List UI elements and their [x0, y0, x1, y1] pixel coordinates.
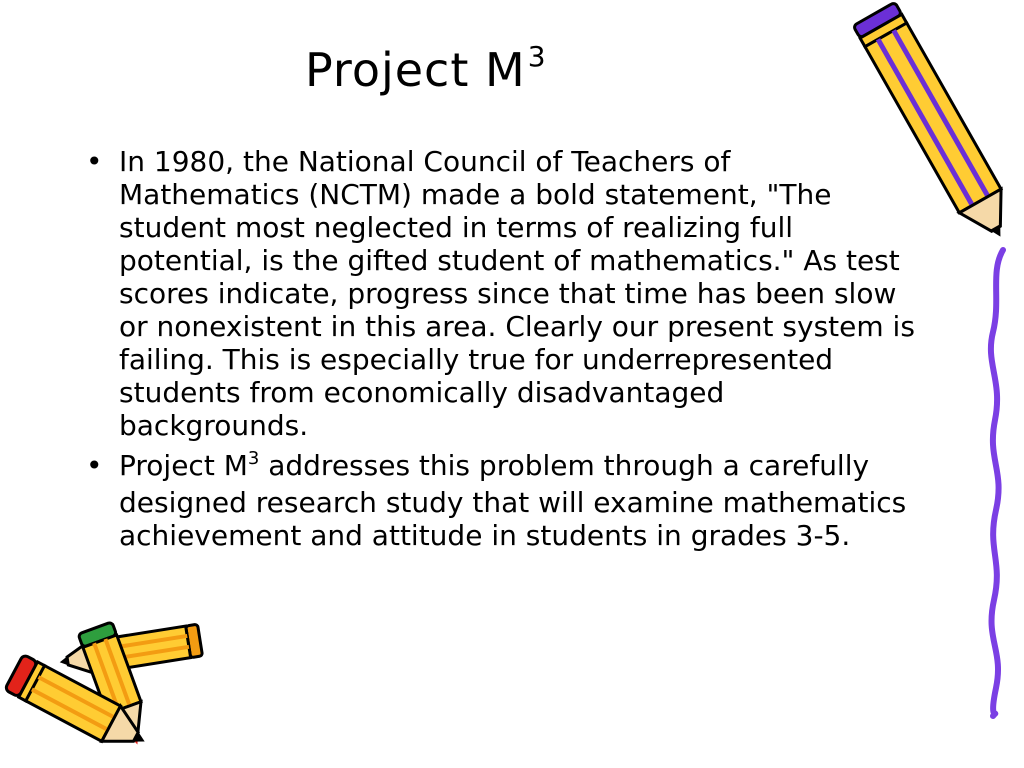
bullet-marker: • [86, 449, 103, 482]
bullet-item [86, 145, 916, 442]
squiggle-line [991, 250, 1003, 716]
bullet-list [86, 145, 916, 552]
bullet-text-superscript: 3 [247, 448, 260, 469]
bullet-marker: • [86, 145, 103, 178]
bullet-text: In 1980, the National Council of Teachers of Mathematics (NCTM) made a bold statement, "The student most neglected in terms of realizing full potential, is the gifted student of mathematics." As test scores indicate, progress since that time has been slow or nonexistent in this area. Clearly our present system is failing. This is especially true for underrepresented students from economically disadvantaged backgrounds. [119, 145, 915, 442]
bullet-text-rest: addresses this problem through a carefully designed research study that will examine mathematics achievement and attitude in students in grades 3-5. [119, 449, 907, 552]
slide-title [305, 40, 547, 107]
slide-title-text: Project M [305, 43, 526, 97]
bullet-item [86, 449, 916, 552]
slide-title-superscript: 3 [527, 40, 547, 73]
bullet-text-lead: Project M [119, 449, 248, 482]
